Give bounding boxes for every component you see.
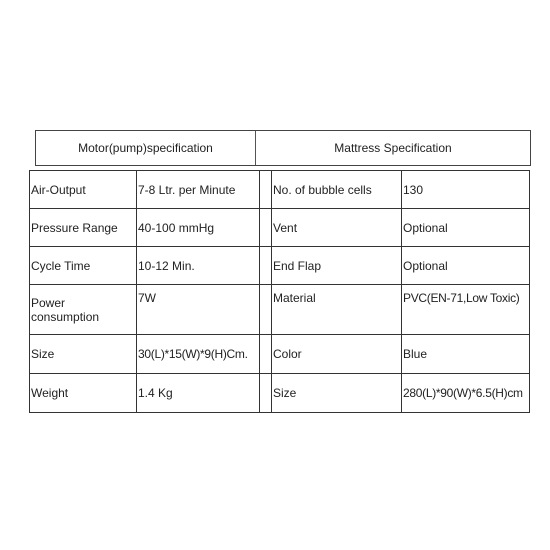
motor-label-cell: Power consumption <box>30 285 137 335</box>
motor-value-cell: 7W <box>137 285 260 335</box>
motor-value-cell: 7-8 Ltr. per Minute <box>137 171 260 209</box>
motor-value-cell: 1.4 Kg <box>137 374 260 413</box>
mattress-spec-heading: Mattress Specification <box>334 141 452 155</box>
table-row <box>30 171 530 209</box>
mattress-label-cell: Color <box>272 335 402 374</box>
column-divider <box>260 285 272 335</box>
mattress-value-cell: 130 <box>402 171 530 209</box>
column-divider <box>260 209 272 247</box>
motor-value-cell: 40-100 mmHg <box>137 209 260 247</box>
motor-spec-heading: Motor(pump)specification <box>36 131 256 165</box>
spec-table <box>29 170 530 413</box>
spec-header <box>35 130 531 166</box>
mattress-label-cell: Material <box>272 285 402 335</box>
mattress-label-cell: No. of bubble cells <box>272 171 402 209</box>
column-divider <box>260 335 272 374</box>
motor-label-cell: Cycle Time <box>30 247 137 285</box>
mattress-label-cell: Size <box>272 374 402 413</box>
mattress-value-cell: Blue <box>402 335 530 374</box>
motor-value-cell: 30(L)*15(W)*9(H)Cm. <box>137 335 260 374</box>
mattress-value-cell: Optional <box>402 247 530 285</box>
table-row <box>30 374 530 413</box>
mattress-label-cell: Vent <box>272 209 402 247</box>
column-divider <box>260 374 272 413</box>
motor-label-cell: Pressure Range <box>30 209 137 247</box>
mattress-value-cell: PVC(EN-71,Low Toxic) <box>402 285 530 335</box>
mattress-value-cell: 280(L)*90(W)*6.5(H)cm <box>402 374 530 413</box>
mattress-label-cell: End Flap <box>272 247 402 285</box>
table-row <box>30 285 530 335</box>
table-row <box>30 247 530 285</box>
motor-label-cell: Size <box>30 335 137 374</box>
motor-label-cell: Weight <box>30 374 137 413</box>
motor-value-cell: 10-12 Min. <box>137 247 260 285</box>
column-divider <box>260 247 272 285</box>
mattress-value-cell: Optional <box>402 209 530 247</box>
table-row <box>30 335 530 374</box>
column-divider <box>260 171 272 209</box>
table-row <box>30 209 530 247</box>
motor-label-cell: Air-Output <box>30 171 137 209</box>
